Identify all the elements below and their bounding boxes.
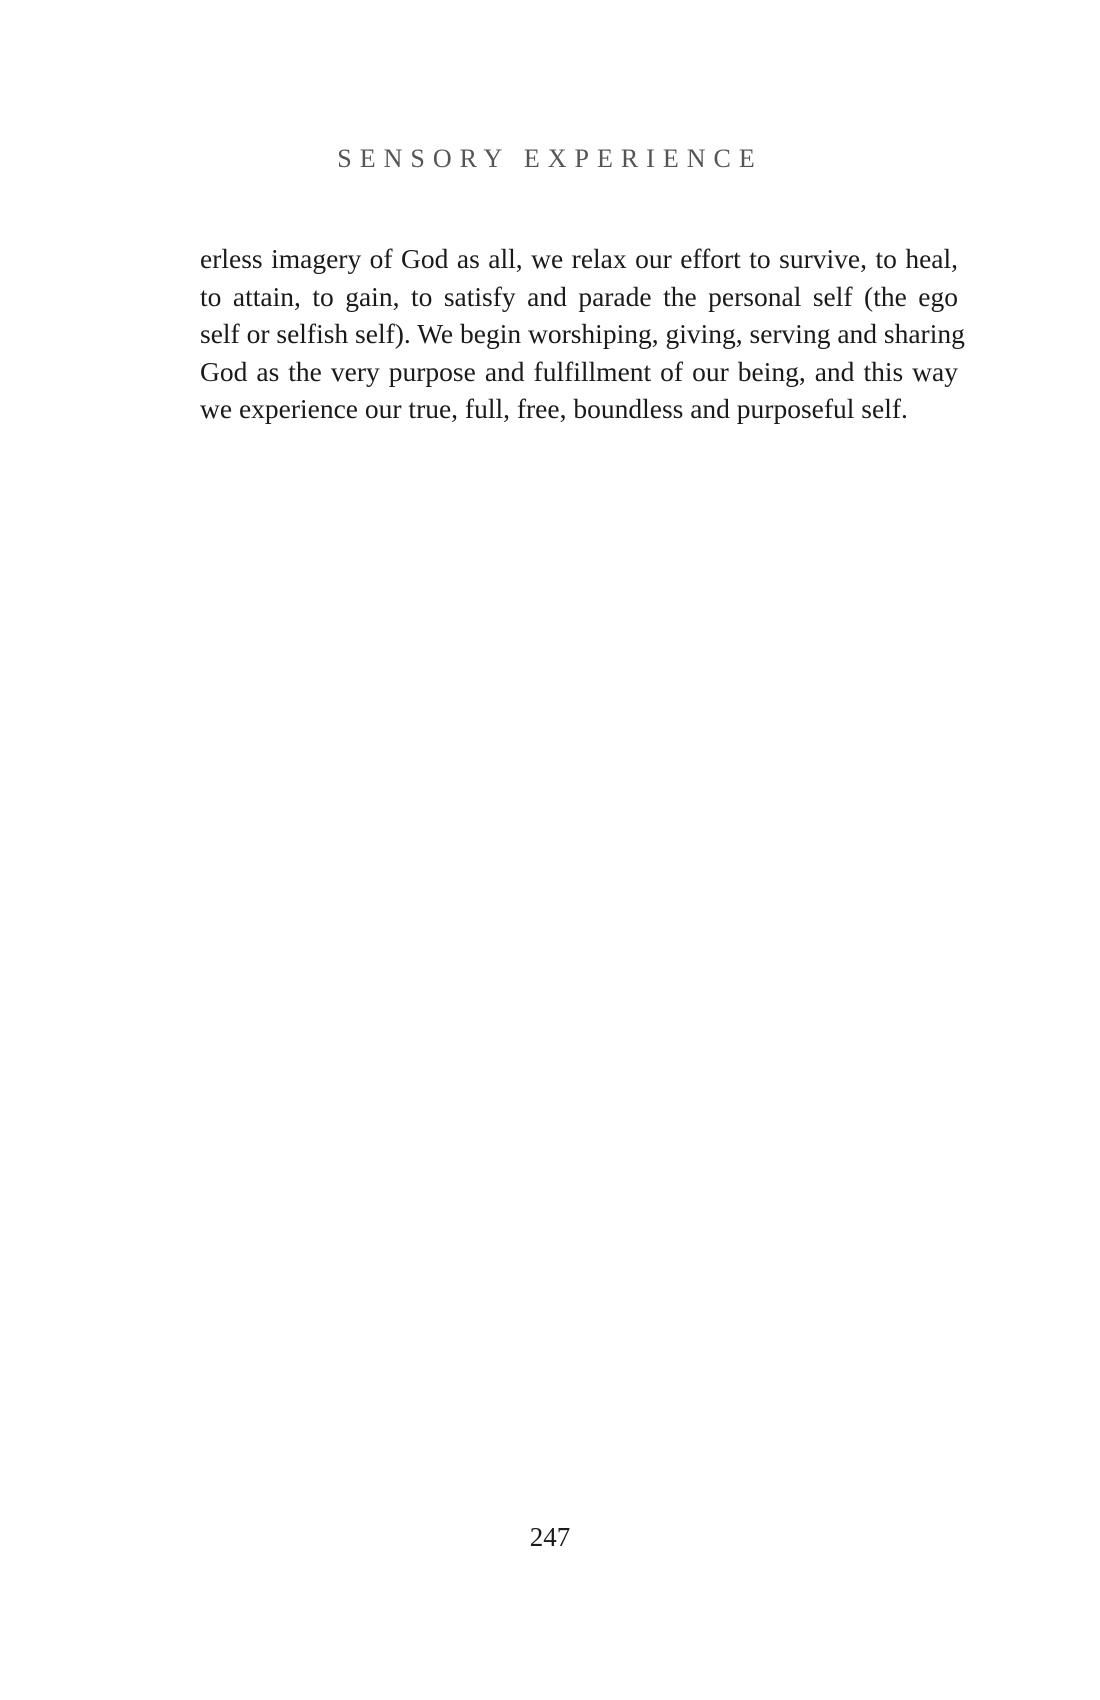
- body-line: to attain, to gain, to satisfy and parade the personal self (the ego: [200, 280, 958, 312]
- body-line: self or selfish self). We begin worshiping, giving, serving and sharing: [200, 318, 965, 349]
- body-line: erless imagery of God as all, we relax our effort to survive, to heal,: [200, 243, 958, 274]
- body-line: God as the very purpose and fulfillment of our being, and this way: [200, 355, 958, 387]
- page-number: 247: [529, 1522, 571, 1552]
- body-line: we experience our true, full, free, boundless and purposeful self.: [200, 393, 908, 424]
- running-head: SENSORY EXPERIENCE: [337, 144, 763, 173]
- body-paragraph: [200, 240, 965, 428]
